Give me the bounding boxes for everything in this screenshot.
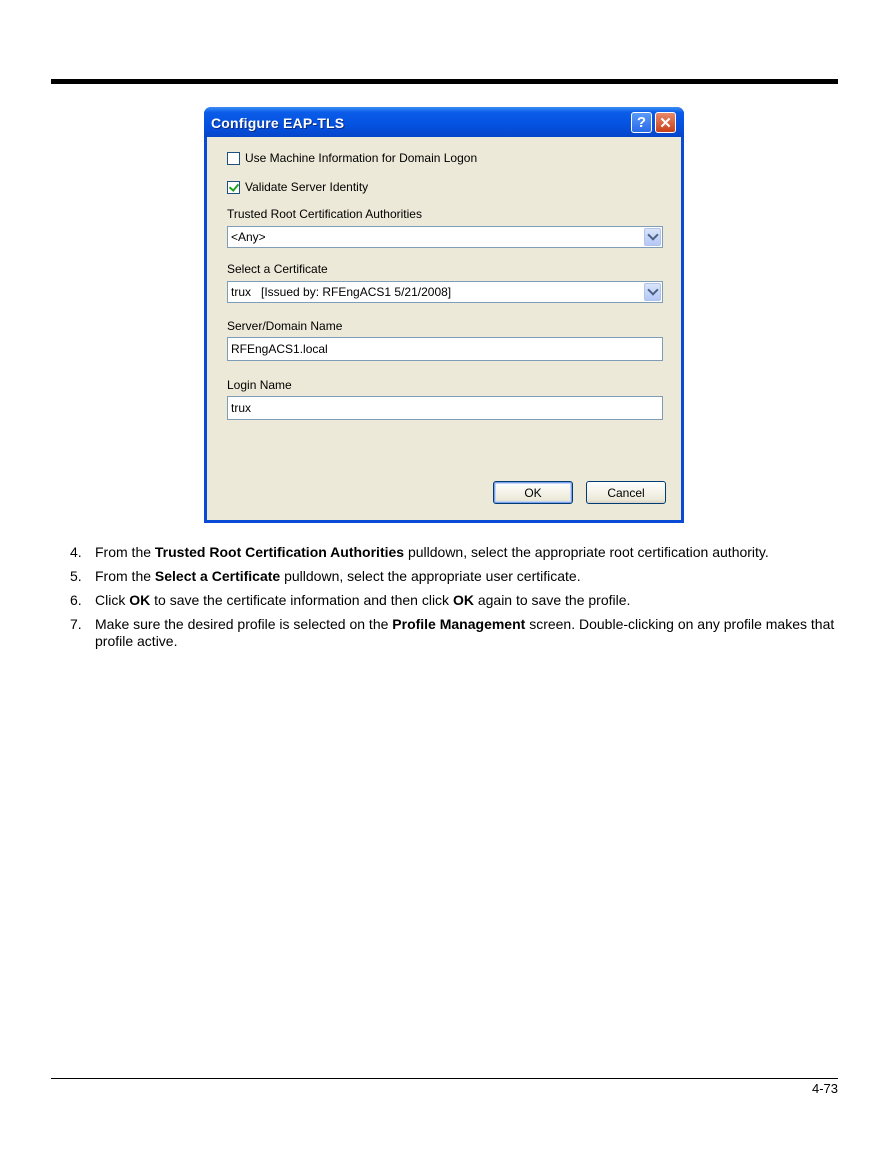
server-domain-value: RFEngACS1.local <box>231 342 328 356</box>
step-item: 7. Make sure the desired profile is selected on the Profile Management screen. Double-clicking on any profile makes that profile active. <box>70 616 835 649</box>
chevron-down-icon[interactable] <box>644 283 661 301</box>
validate-server-checkbox[interactable] <box>227 181 240 194</box>
server-domain-field[interactable] <box>227 337 663 361</box>
certificate-dropdown[interactable] <box>227 281 663 303</box>
server-domain-label: Server/Domain Name <box>227 319 343 333</box>
help-button[interactable] <box>631 112 652 133</box>
step-number: 5. <box>70 568 82 584</box>
use-machine-info-option[interactable] <box>227 151 477 165</box>
step-number: 6. <box>70 592 82 608</box>
chevron-down-icon[interactable] <box>644 228 661 246</box>
dialog-title: Configure EAP-TLS <box>211 115 345 131</box>
login-name-field[interactable] <box>227 396 663 420</box>
login-name-label: Login Name <box>227 378 292 392</box>
dialog-body <box>207 137 681 520</box>
step-item: 6. Click OK to save the certificate information and then click OK again to save the profile. <box>70 592 631 608</box>
footer-rule <box>51 1078 838 1079</box>
trusted-root-value: <Any> <box>231 230 266 244</box>
trusted-root-dropdown[interactable] <box>227 226 663 248</box>
step-number: 4. <box>70 544 82 560</box>
use-machine-info-label: Use Machine Information for Domain Logon <box>245 151 478 165</box>
login-name-value: trux <box>231 401 252 415</box>
dialog-titlebar[interactable] <box>204 107 684 137</box>
cancel-button[interactable]: Cancel <box>586 481 666 504</box>
use-machine-info-checkbox[interactable] <box>227 152 240 165</box>
close-icon: ✕ <box>659 114 672 132</box>
trusted-root-label: Trusted Root Certification Authorities <box>227 207 422 221</box>
step-number: 7. <box>70 616 82 632</box>
ok-button[interactable]: OK <box>493 481 573 504</box>
step-item: 5. From the Select a Certificate pulldown, select the appropriate user certificate. <box>70 568 581 584</box>
help-icon: ? <box>636 114 647 131</box>
instruction-steps <box>70 544 850 657</box>
header-rule <box>51 79 838 84</box>
validate-server-option[interactable] <box>227 180 368 194</box>
certificate-value: trux [Issued by: RFEngACS1 5/21/2008] <box>231 285 452 299</box>
configure-eap-tls-dialog <box>204 107 684 523</box>
certificate-label: Select a Certificate <box>227 262 328 276</box>
page-number: 4-73 <box>811 1081 838 1096</box>
step-item: 4. From the Trusted Root Certification Authorities pulldown, select the appropriate root certification authority. <box>70 544 769 560</box>
validate-server-label: Validate Server Identity <box>245 180 369 194</box>
close-button[interactable] <box>655 112 676 133</box>
